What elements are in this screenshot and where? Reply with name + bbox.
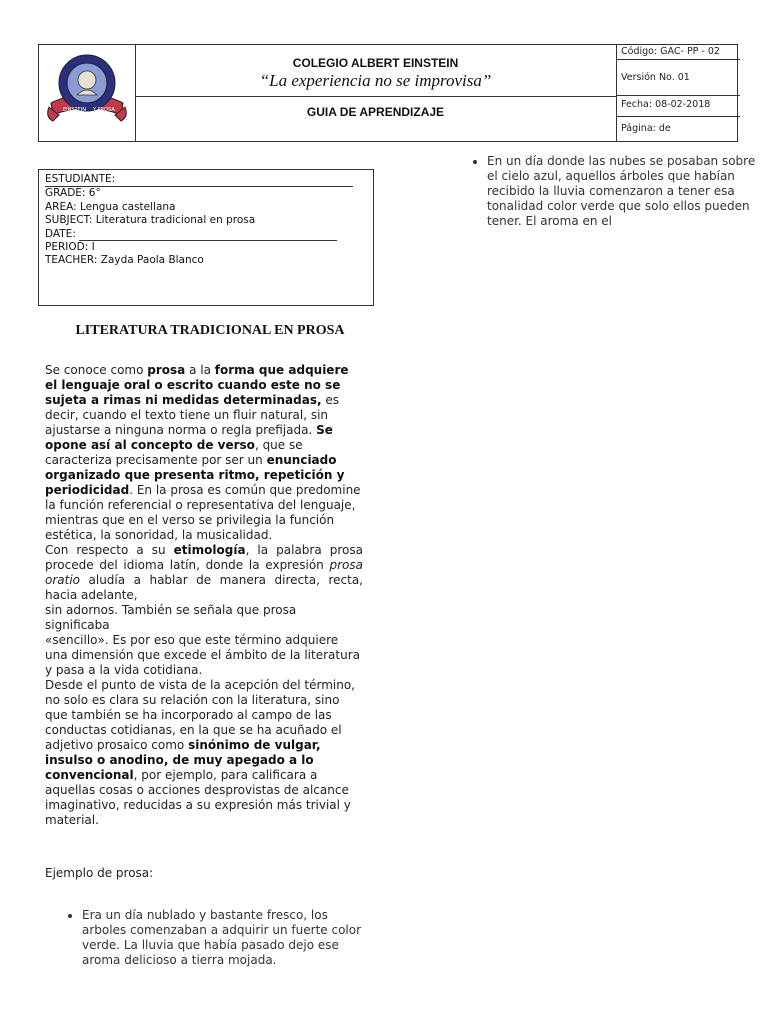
p2-text-1: Con respecto a su [45, 543, 174, 557]
example-bullet: • Era un día nublado y bastante fresco, los arboles comenzaban a adquirir un fuerte color verde. La lluvia que había pasado dejo ese aroma delicioso a tierra mojada. [82, 908, 363, 968]
document-version: Versión No. 01 [617, 60, 740, 96]
p5-bold-1: sinónimo de vulgar, insulso o anodino, de muy apegado a lo convencional [45, 738, 321, 782]
example-label: Ejemplo de prosa: [45, 866, 154, 880]
document-code: Código: GAC- PP - 02 [617, 45, 740, 60]
p1-bold-2: forma que adquiere el lenguaje oral o escrito cuando este no se sujeta a rimas ni medidas determinadas, [45, 363, 349, 407]
document-date: Fecha: 08-02-2018 [617, 96, 740, 117]
right-column [450, 154, 760, 229]
logo-cell [39, 45, 136, 141]
grade-line: GRADE: 6° [45, 187, 101, 200]
date-field[interactable] [79, 229, 337, 241]
period-line: PERIOD: I [45, 241, 95, 254]
title-cell [135, 45, 616, 141]
date-label: DATE: [45, 227, 76, 240]
p1-text-1: Se conoce como [45, 363, 148, 377]
left-column [45, 321, 363, 968]
area-line: AREA: Lengua castellana [45, 200, 176, 213]
p2-text-2: , la palabra prosa procede del idioma latín, donde la expresión [45, 543, 363, 572]
p1-text-2: a la [185, 363, 215, 377]
p1-bold-4: enunciado organizado que presenta ritmo, repetición y periodicidad [45, 453, 345, 497]
paragraph-etymology [45, 543, 363, 603]
paragraph-sencillo: «sencillo». Es por eso que este término adquiere una dimensión que excede el ámbito de la literatura y pasa a la vida cotidiana. [45, 633, 360, 677]
document-header [38, 44, 738, 142]
paragraph-adornos: sin adornos. También se señala que prosa significaba [45, 603, 297, 632]
p2-bold-1: etimología [173, 543, 246, 557]
school-motto: “La experiencia no se improvisa” [259, 71, 492, 90]
p5-text-2: , por ejemplo, para calificara a aquellas cosas o acciones desprovistas de alcance imaginativo, reducidas a su expresión más trivial y material. [45, 768, 351, 827]
p2-italic-1: prosa oratio [45, 558, 363, 587]
right-list [450, 154, 760, 229]
right-bullet: • En un día donde las nubes se posaban sobre el cielo azul, aquellos árboles que habían recibido la lluvia comenzaron a tener esa tonalidad color verde que solo ellos pueden tener. El aroma en el [487, 154, 760, 229]
paragraph-prosaico [45, 678, 363, 828]
p1-bold-1: prosa [147, 363, 186, 377]
school-name: COLEGIO ALBERT EINSTEIN [292, 56, 459, 70]
guide-title: GUIA DE APRENDIZAJE [306, 105, 445, 119]
document-page: Página: de [621, 123, 671, 134]
student-label: ESTUDIANTE: [45, 173, 116, 185]
paragraph-definition [45, 363, 363, 543]
p2-text-3: aludía a hablar de manera directa, recta, hacia adelante, [45, 573, 363, 602]
title-top [135, 45, 616, 97]
logo-text-left: EINSTEIN [63, 107, 86, 113]
p1-text-3: es decir, cuando el texto tiene un fluir natural, sin ajustarse a ninguna norma o regla prefijada. [45, 393, 339, 437]
school-logo [39, 45, 135, 141]
subject-line: SUBJECT: Literatura tradicional en prosa [45, 214, 256, 227]
student-info-box [38, 169, 374, 306]
teacher-line: TEACHER: Zayda Paola Blanco [45, 254, 204, 267]
document-title: LITERATURA TRADICIONAL EN PROSA [75, 323, 345, 338]
p1-text-4: , que se caracteriza precisamente por ser un [45, 438, 303, 467]
example-list [45, 908, 363, 968]
p5-text-1: Desde el punto de vista de la acepción del término, no solo es clara su relación con la literatura, sino que también se ha incorporado al campo de las conductas cotidianas, en la que se ha acuñado el adjetivo prosaico como [45, 678, 355, 752]
logo-text-right: Y PROSA [93, 107, 115, 113]
p1-text-5: . En la prosa es común que predomine la función referencial o representativa del lenguaje, mientras que en el verso se privilegia la función estética, la sonoridad, la musicalidad. [45, 483, 361, 542]
date-row [45, 228, 367, 241]
meta-cell [616, 45, 740, 141]
p1-bold-3: Se opone así al concepto de verso [45, 423, 333, 452]
